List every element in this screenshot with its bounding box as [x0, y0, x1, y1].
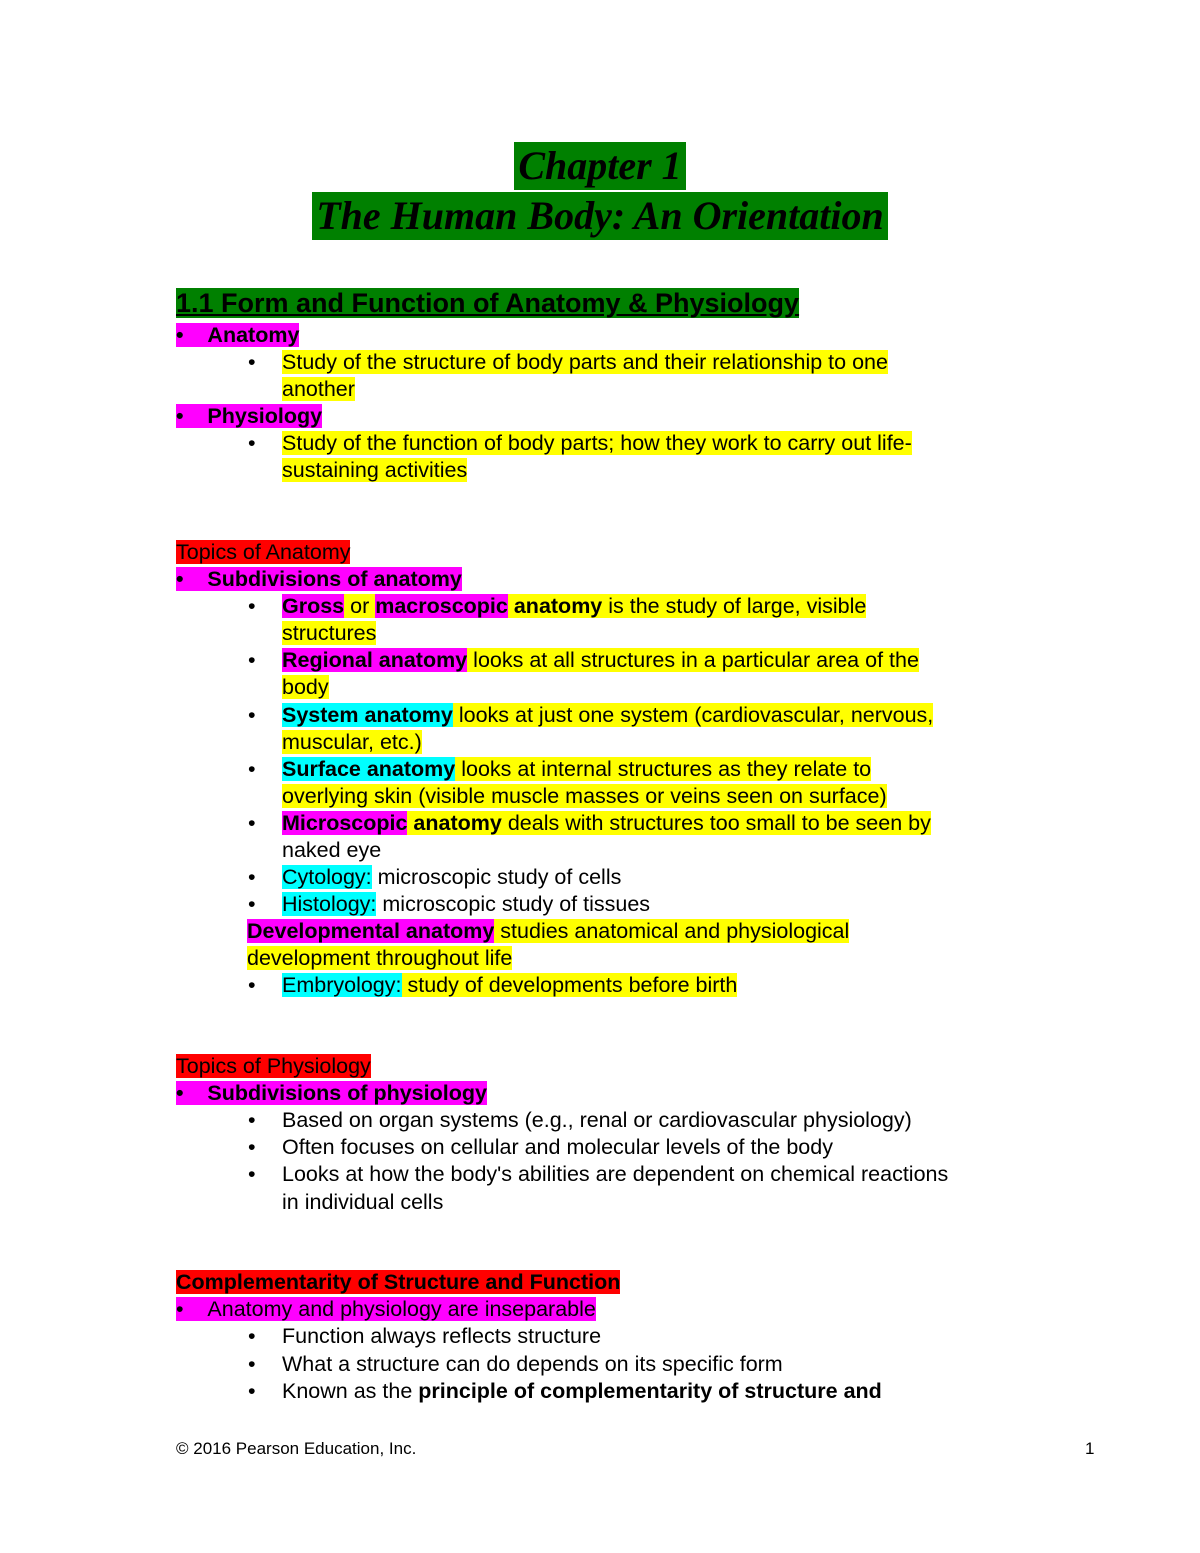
chapter-subtitle: The Human Body: An Orientation: [312, 192, 888, 240]
cytology-line: Cytology: microscopic study of cells: [282, 865, 622, 889]
physiology-item-2: Often focuses on cellular and molecular levels of the body: [282, 1135, 833, 1159]
chapter-title: [0, 142, 1200, 190]
anatomy-def-line1: Study of the structure of body parts and their relationship to one: [282, 350, 888, 374]
chapter-number: Chapter 1: [514, 142, 685, 190]
complementarity-item-1: Function always reflects structure: [282, 1324, 602, 1348]
physiology-item-1: Based on organ systems (e.g., renal or cardiovascular physiology): [282, 1108, 912, 1132]
bullet-level2: •: [248, 1324, 256, 1348]
embryology-line: Embryology: study of developments before birth: [282, 973, 738, 997]
bullet-level2: •: [248, 973, 256, 997]
footer-copyright: © 2016 Pearson Education, Inc.: [176, 1439, 417, 1458]
histology-line: Histology: microscopic study of tissues: [282, 892, 651, 916]
anatomy-def-line2: another: [282, 377, 355, 401]
chapter-subtitle-row: [0, 192, 1200, 240]
bullet-level2: •: [248, 1162, 256, 1186]
bullet-level2: •: [248, 350, 256, 374]
bullet-level1: •: [176, 404, 208, 428]
bullet-level2: •: [248, 648, 256, 672]
developmental-anatomy-line2: development throughout life: [247, 946, 513, 970]
topics-anatomy-heading: Topics of Anatomy: [176, 540, 351, 564]
physiology-item-3-line2: in individual cells: [282, 1190, 444, 1214]
section-heading: 1.1 Form and Function of Anatomy & Physiology: [176, 288, 800, 318]
system-anatomy-line2: muscular, etc.): [282, 730, 422, 754]
microscopic-anatomy-line2: naked eye: [282, 838, 382, 862]
regional-anatomy-line1: Regional anatomy looks at all structures in a particular area of the: [282, 648, 919, 672]
footer-page-number: 1: [1085, 1439, 1095, 1458]
physiology-def-line1: Study of the function of body parts; how they work to carry out life-: [282, 431, 912, 455]
complementarity-sub-row: • Anatomy and physiology are inseparable: [176, 1297, 596, 1321]
bullet-level2: •: [248, 1379, 256, 1403]
physiology-item-3-line1: Looks at how the body's abilities are dependent on chemical reactions: [282, 1162, 949, 1186]
complementarity-heading: Complementarity of Structure and Function: [176, 1270, 621, 1294]
system-anatomy-line1: System anatomy looks at just one system (cardiovascular, nervous,: [282, 703, 934, 727]
gross-anatomy-line1: Gross or macroscopic anatomy is the study of large, visible: [282, 594, 867, 618]
bullet-level1: •: [176, 1081, 208, 1105]
physiology-def-line2: sustaining activities: [282, 458, 468, 482]
section-heading-row: [176, 286, 799, 320]
surface-anatomy-line2: overlying skin (visible muscle masses or veins seen on surface): [282, 784, 887, 808]
subdivisions-physiology-row: • Subdivisions of physiology: [176, 1081, 487, 1105]
subdivisions-anatomy-row: • Subdivisions of anatomy: [176, 567, 462, 591]
bullet-level2: •: [248, 1108, 256, 1132]
bullet-level1: •: [176, 567, 208, 591]
topics-physiology-heading: Topics of Physiology: [176, 1054, 371, 1078]
bullet-level2: •: [248, 757, 256, 781]
complementarity-item-2: What a structure can do depends on its specific form: [282, 1352, 783, 1376]
regional-anatomy-line2: body: [282, 675, 329, 699]
bullet-level2: •: [248, 892, 256, 916]
gross-anatomy-line2: structures: [282, 621, 377, 645]
bullet-level2: •: [248, 431, 256, 455]
anatomy-row: [176, 322, 299, 349]
bullet-level2: •: [248, 594, 256, 618]
bullet-level2: •: [248, 811, 256, 835]
surface-anatomy-line1: Surface anatomy looks at internal structures as they relate to: [282, 757, 872, 781]
bullet-level2: •: [248, 703, 256, 727]
microscopic-anatomy-line1: Microscopic anatomy deals with structures too small to be seen by: [282, 811, 931, 835]
physiology-label: Physiology: [207, 404, 323, 428]
developmental-anatomy-line1: Developmental anatomy studies anatomical and physiological: [247, 919, 850, 943]
bullet-level2: •: [248, 1352, 256, 1376]
bullet-level2: •: [248, 865, 256, 889]
anatomy-label: Anatomy: [207, 323, 300, 347]
physiology-row: [176, 403, 322, 430]
bullet-level1: •: [176, 1297, 208, 1321]
bullet-level2: •: [248, 1135, 256, 1159]
bullet-level1: •: [176, 323, 208, 347]
complementarity-item-3: Known as the principle of complementarity of structure and: [282, 1379, 882, 1403]
